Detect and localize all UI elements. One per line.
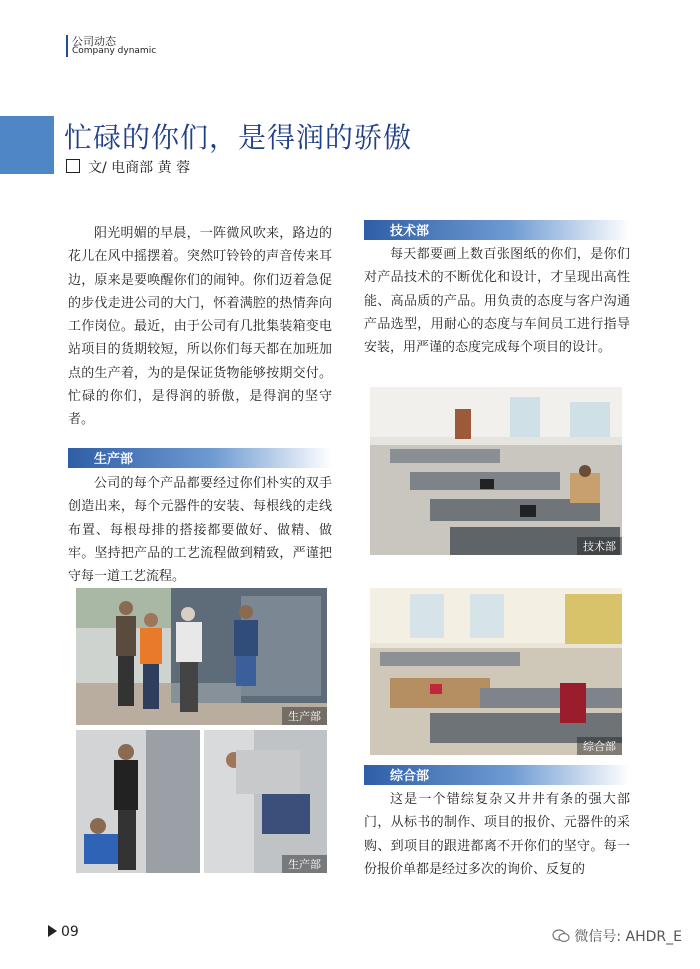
byline-text: 文/ 电商部 黄 蓉 — [88, 160, 191, 176]
technical-office-photo — [370, 387, 622, 555]
article-byline — [66, 157, 190, 177]
article-title: 忙碌的你们，是得润的骄傲 — [64, 121, 413, 154]
section-header-general — [364, 765, 630, 785]
title-accent-block — [0, 116, 54, 174]
general-paragraph: 这是一个错综复杂又井井有条的强大部门，从标书的制作、项目的报价、元器件的采购、到项目的跟进都离不开你们的坚守。每一份报价单都是经过多次的询价、反复的 — [364, 792, 630, 877]
section-header-production — [68, 448, 332, 468]
production-paragraph: 公司的每个产品都要经过你们朴实的双手创造出来，每个元器件的安装、每根线的走线布置、每根母排的搭接都要做好、做精、做牢。坚持把产品的工艺流程做到精致，严谨把守每一道工艺流程。 — [68, 476, 332, 585]
photo-caption-technical: 技术部 — [577, 537, 622, 555]
photo-caption-production-2: 生产部 — [282, 855, 327, 873]
technical-paragraph: 每天都要画上数百张图纸的你们，是你们对产品技术的不断优化和设计，才呈现出高性能、高品质的产品。用负责的态度与客户沟通产品选型，用耐心的态度与车间员工进行指导安装，用严谨的态度完成每个项目的设计。 — [364, 247, 630, 356]
section-name-en: Company dynamic — [72, 46, 157, 56]
square-bullet-icon — [66, 159, 80, 173]
production-photo-1 — [76, 588, 327, 725]
section-name-cn: 公司动态 — [72, 35, 116, 48]
wechat-id-text: 微信号: AHDR_E — [574, 929, 682, 945]
section-header-technical — [364, 220, 630, 240]
production-photo-1-illustration — [76, 588, 327, 725]
section-title-production: 生产部 — [94, 452, 134, 467]
section-title-technical: 技术部 — [390, 224, 430, 239]
technical-office-illustration — [370, 387, 622, 555]
page-number-text: 09 — [61, 924, 79, 940]
production-photo-2 — [76, 730, 327, 873]
photo-caption-production-1: 生产部 — [282, 707, 327, 725]
page-marker-triangle-icon — [48, 925, 57, 937]
wechat-icon — [552, 929, 570, 943]
section-title-general: 综合部 — [390, 769, 430, 784]
page-number — [48, 924, 79, 940]
general-office-photo — [370, 588, 622, 755]
intro-paragraph: 阳光明媚的早晨，一阵微风吹来，路边的花儿在风中摇摆着。突然叮铃铃的声音传来耳边，原来是要唤醒你们的闹钟。你们迈着急促的步伐走进公司的大门，怀着满腔的热情奔向工作岗位。最近，由于公司有几批集装箱变电站项目的货期较短，所以你们每天都在加班加点的生产着，为的是保证货物能够按期交付。忙碌的你们，是得润的骄傲，是得润的坚守者。 — [68, 226, 332, 428]
wechat-watermark — [552, 926, 682, 946]
production-photo-2-illustration — [76, 730, 327, 873]
photo-caption-general: 综合部 — [577, 737, 622, 755]
general-office-illustration — [370, 588, 622, 755]
header-accent-line — [66, 35, 68, 57]
